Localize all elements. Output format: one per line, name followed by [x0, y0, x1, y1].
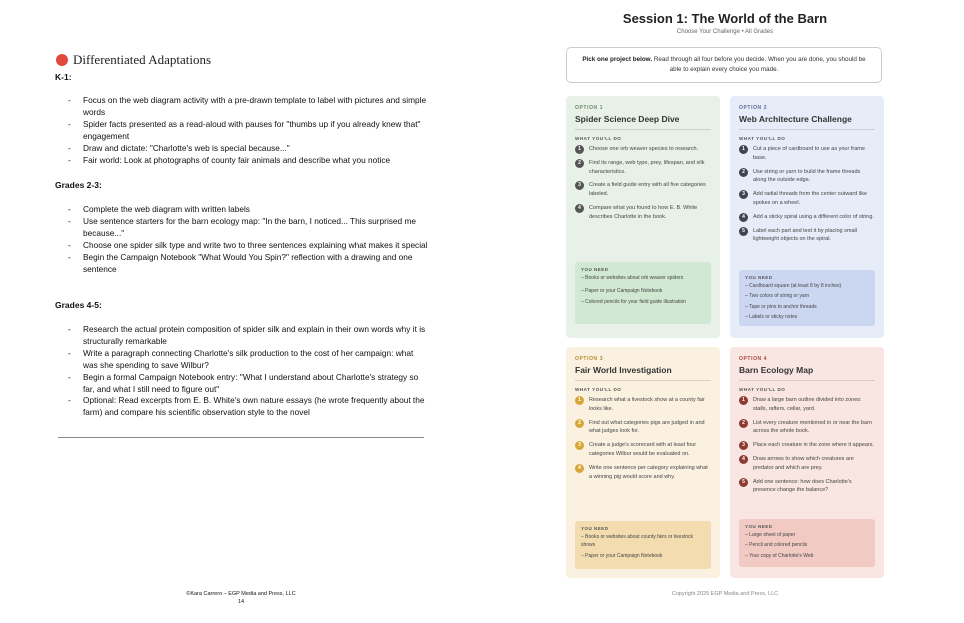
step-item: 4 Add a sticky spiral using a different color of string.: [739, 213, 875, 222]
list-item: - Spider facts presented as a read-aloud with pauses for "thumbs up if you already knew that" engagement: [68, 119, 428, 143]
list-item: - Research the actual protein composition of spider silk and explain in their own words why it is structurally remarkable: [68, 324, 428, 348]
step-number-badge: 5: [739, 227, 748, 236]
materials-box: [575, 521, 711, 569]
option-title: Spider Science Deep Dive: [575, 114, 680, 124]
what-youll-do-label: WHAT YOU'LL DO: [575, 387, 622, 392]
option-card-web-architecture: [730, 96, 884, 338]
page-number: 14: [237, 599, 245, 605]
option-title: Fair World Investigation: [575, 365, 672, 375]
step-number-badge: 3: [575, 181, 584, 190]
copyright-footer: Copyright 2025 EGP Media and Press, LLC: [671, 591, 779, 597]
you-need-label: YOU NEED: [745, 275, 773, 280]
page-title: Session 1: The World of the Barn: [622, 11, 828, 26]
option-card-spider-science: [566, 96, 720, 338]
step-item: 3 Create a judge's scorecard with at least four categories Wilbur would be evaluated on.: [575, 441, 711, 459]
step-number-badge: 4: [739, 455, 748, 464]
page-subtitle: Choose Your Challenge • All Grades: [676, 29, 774, 35]
step-number-badge: 4: [575, 204, 584, 213]
grade-label-2-3: Grades 2-3:: [55, 180, 102, 190]
instructions-box: [566, 47, 882, 83]
step-item: 2 Find out what categories pigs are judged in and what judges look for.: [575, 419, 711, 437]
divider: [575, 129, 711, 130]
list-item: - Use sentence starters for the barn ecology map: "In the barn, I noticed... This surprised me because...": [68, 216, 428, 240]
material-item: – Large sheet of paper: [745, 532, 796, 538]
instructions-bold: Pick one project below.: [582, 56, 653, 63]
page-footer: [180, 590, 302, 606]
option-label: OPTION 1: [575, 105, 604, 111]
steps-list: [739, 396, 875, 495]
option-title: Web Architecture Challenge: [739, 114, 852, 124]
option-card-barn-ecology: [730, 347, 884, 578]
material-item: – Cardboard square (at least 8 by 8 inches): [745, 283, 842, 289]
material-item: – Two colors of string or yarn: [745, 293, 810, 300]
step-item: 3 Create a field guide entry with all five categories labeled.: [575, 181, 711, 199]
list-item: - Optional: Read excerpts from E. B. White's own nature essays (he wrote frequently about the farm) and compare his scientific observation style to the novel: [68, 395, 428, 419]
steps-list: [739, 145, 875, 244]
step-item: 1 Cut a piece of cardboard to use as your frame base.: [739, 145, 875, 163]
option-title: Barn Ecology Map: [739, 365, 814, 375]
list-item: - Focus on the web diagram activity with a pre-drawn template to label with pictures and simple words: [68, 95, 428, 119]
material-item: – Books or websites about county fairs or livestock shows: [581, 534, 693, 549]
step-number-badge: 1: [739, 145, 748, 154]
section-title: Differentiated Adaptations: [73, 52, 212, 67]
you-need-label: YOU NEED: [581, 267, 609, 272]
step-number-badge: 3: [575, 441, 584, 450]
material-item: – Pencil and colored pencils: [745, 542, 808, 549]
step-number-badge: 2: [575, 159, 584, 168]
step-item: 1 Choose one orb weaver species to research.: [575, 145, 711, 154]
step-number-badge: 4: [575, 464, 584, 473]
material-item: – Colored pencils for your field guide illustration: [581, 298, 687, 305]
step-item: 2 List every creature mentioned in or near the barn across the whole book.: [739, 419, 875, 437]
list-item: - Fair world: Look at photographs of county fair animals and describe what you notice: [68, 155, 428, 167]
you-need-label: YOU NEED: [745, 524, 773, 529]
grade-label-4-5: Grades 4-5:: [55, 300, 102, 310]
divider: [575, 380, 711, 381]
steps-list: [575, 396, 711, 481]
step-number-badge: 3: [739, 441, 748, 450]
option-label: OPTION 2: [739, 105, 768, 111]
material-item: – Labels or sticky notes: [745, 313, 798, 320]
list-item: - Begin the Campaign Notebook "What Would You Spin?" reflection with a drawing and one sentence: [68, 252, 428, 276]
section-header: [56, 52, 211, 68]
you-need-label: YOU NEED: [581, 526, 609, 531]
list-item: - Write a paragraph connecting Charlotte's silk production to the cost of her campaign: what was she spending to save Wilbur?: [68, 348, 428, 372]
step-number-badge: 2: [575, 419, 584, 428]
what-youll-do-label: WHAT YOU'LL DO: [739, 387, 786, 392]
step-item: 4 Compare what you found to how E. B. White describes Charlotte in the book.: [575, 204, 711, 222]
option-label: OPTION 3: [575, 356, 604, 362]
material-item: – Books or websites about orb weaver spiders: [581, 275, 684, 281]
step-item: 2 Find its range, web type, prey, lifespan, and silk characteristics.: [575, 159, 711, 177]
what-youll-do-label: WHAT YOU'LL DO: [575, 136, 622, 141]
red-circle-icon: [56, 54, 68, 66]
divider: [58, 437, 424, 438]
materials-box: [575, 262, 711, 324]
step-item: 3 Add radial threads from the center outward like spokes on a wheel.: [739, 190, 875, 208]
what-youll-do-label: WHAT YOU'LL DO: [739, 136, 786, 141]
grade-label-k1: K-1:: [55, 72, 72, 82]
step-number-badge: 1: [575, 396, 584, 405]
grades-2-3-list: [68, 204, 428, 275]
list-item: - Draw and dictate: "Charlotte's web is special because...": [68, 143, 428, 155]
divider: [739, 380, 875, 381]
list-item: - Complete the web diagram with written labels: [68, 204, 428, 216]
step-number-badge: 1: [739, 396, 748, 405]
step-item: 4 Draw arrows to show which creatures are predator and which are prey.: [739, 455, 875, 473]
grades-4-5-list: [68, 324, 428, 419]
option-label: OPTION 4: [739, 356, 768, 362]
material-item: – Paper or your Campaign Notebook: [581, 552, 663, 559]
step-item: 4 Write one sentence per category explaining what a winning pig would score and why.: [575, 464, 711, 482]
materials-box: [739, 519, 875, 567]
divider: [739, 129, 875, 130]
step-number-badge: 2: [739, 419, 748, 428]
step-number-badge: 1: [575, 145, 584, 154]
step-number-badge: 4: [739, 213, 748, 222]
step-number-badge: 2: [739, 168, 748, 177]
step-item: 5 Add one sentence: how does Charlotte's presence change the balance?: [739, 478, 875, 496]
list-item: - Choose one spider silk type and write two to three sentences explaining what makes it special: [68, 240, 428, 252]
material-item: – Paper or your Campaign Notebook: [581, 288, 663, 295]
option-card-fair-world: [566, 347, 720, 578]
step-item: 5 Label each part and test it by placing small lightweight objects on the spiral.: [739, 227, 875, 245]
materials-box: [739, 270, 875, 326]
steps-list: [575, 145, 711, 222]
step-number-badge: 5: [739, 478, 748, 487]
footer-credit: ©Kara Carrero – EGP Media and Press, LLC: [186, 591, 296, 597]
k1-list: [68, 95, 428, 166]
material-item: – Tape or pins to anchor threads: [745, 303, 817, 310]
step-item: 1 Draw a large barn outline divided into zones: stalls, rafters, cellar, yard.: [739, 396, 875, 414]
list-item: - Begin a formal Campaign Notebook entry: "What I understand about Charlotte's strategy so far, and what I still need to figure out": [68, 372, 428, 396]
material-item: – Your copy of Charlotte's Web: [745, 552, 814, 559]
instructions-text: Read through all four before you decide. When you are done, you should be able to explain every choice you made.: [652, 56, 866, 73]
step-number-badge: 3: [739, 190, 748, 199]
step-item: 3 Place each creature in the zone where it appears.: [739, 441, 875, 450]
step-item: 1 Research what a livestock show at a county fair looks like.: [575, 396, 711, 414]
step-item: 2 Use string or yarn to build the frame threads along the outside edge.: [739, 168, 875, 186]
